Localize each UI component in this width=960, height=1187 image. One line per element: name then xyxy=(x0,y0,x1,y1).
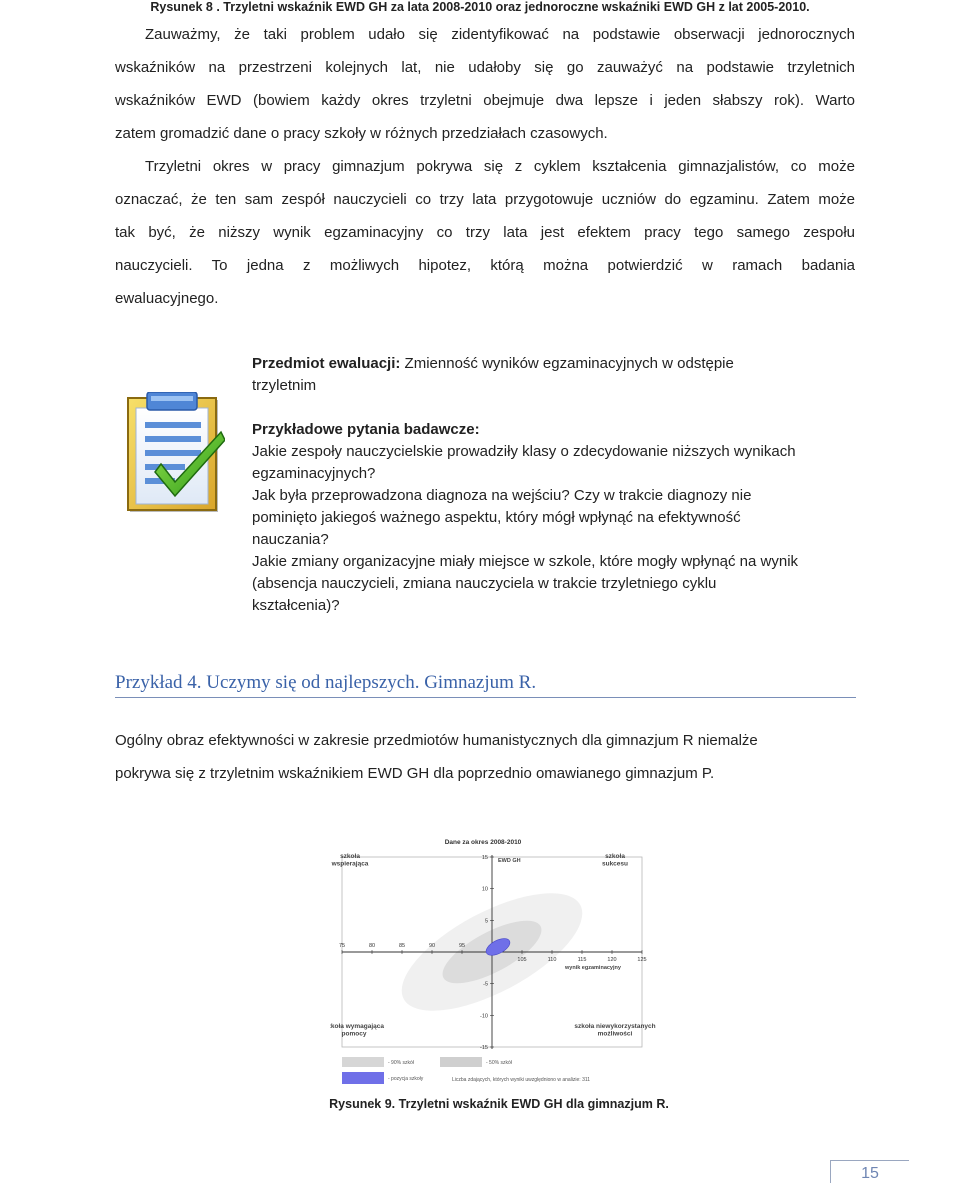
quadrant-label-top-right: szkoła sukcesu xyxy=(601,853,629,868)
legend-swatch-school xyxy=(342,1072,384,1084)
legend-label-90: - 90% szkół xyxy=(388,1060,414,1066)
evaluation-subject-text: trzyletnim xyxy=(252,377,317,394)
ewd-chart-svg xyxy=(330,835,662,1087)
paragraph-2 xyxy=(115,150,855,315)
evaluation-subject-label: Przedmiot ewaluacji: xyxy=(252,355,401,372)
paragraph-1-line: wskaźników na przestrzeni kolejnych lat, nie udałoby się go zauważyć na podstawie trzyletnich xyxy=(115,59,855,76)
x-tick-label: 80 xyxy=(368,943,376,949)
checklist-clipboard-icon xyxy=(125,392,225,516)
quadrant-label-bottom-right: szkoła niewykorzystanych możliwości xyxy=(574,1023,656,1038)
x-tick-label: 120 xyxy=(607,957,617,963)
y-tick-label: 15 xyxy=(481,855,488,861)
y-tick-label: 5 xyxy=(484,918,488,925)
quadrant-label-top-left: szkoła wspierająca xyxy=(331,853,369,868)
legend-swatch-90 xyxy=(342,1057,384,1067)
chart-title: Dane za okres 2008-2010 xyxy=(444,839,522,846)
research-question-line: (absencja nauczycieli, zmiana nauczyciela w trakcie trzyletniego cyklu xyxy=(252,575,717,592)
x-tick-label: 85 xyxy=(398,943,406,949)
y-tick-label: -15 xyxy=(480,1045,488,1051)
research-questions-label: Przykładowe pytania badawcze: xyxy=(252,421,480,438)
research-question-line: Jak była przeprowadzona diagnoza na wejściu? Czy w trakcie diagnozy nie xyxy=(252,487,752,504)
section-title: Przykład 4. Uczymy się od najlepszych. Gimnazjum R. xyxy=(115,672,856,698)
legend-students-count: Liczba zdających, których wyniki uwzględniono w analizie: 311 xyxy=(452,1077,591,1083)
paragraph-3-line: Ogólny obraz efektywności w zakresie przedmiotów humanistycznych dla gimnazjum R niemalże xyxy=(115,732,758,749)
paragraph-1-line: wskaźników EWD (bowiem każdy okres trzyletni obejmuje dwa lepsze i jeden słabszy rok). Warto xyxy=(115,92,855,109)
x-tick-label: 110 xyxy=(547,957,557,963)
paragraph-2-line: Trzyletni okres w pracy gimnazjum pokrywa się z cyklem kształcenia gimnazjalistów, co może xyxy=(145,158,855,175)
y-tick-label: -5 xyxy=(483,981,488,988)
research-question-line: egzaminacyjnych? xyxy=(252,465,376,482)
x-tick-label: 105 xyxy=(517,957,527,963)
paragraph-3-line: pokrywa się z trzyletnim wskaźnikiem EWD GH dla poprzednio omawianego gimnazjum P. xyxy=(115,765,715,782)
paragraph-1 xyxy=(115,18,855,150)
paragraph-1-line: zatem gromadzić dane o pracy szkoły w różnych przedziałach czasowych. xyxy=(115,125,608,142)
figure-caption-top: Rysunek 8 . Trzyletni wskaźnik EWD GH za lata 2008-2010 oraz jednoroczne wskaźniki EWD GH z lat 2005-2010. xyxy=(150,0,810,14)
x-tick-label: 115 xyxy=(577,957,587,963)
ewd-chart xyxy=(330,835,662,1087)
quadrant-label-bottom-left: szkoła wymagająca pomocy xyxy=(330,1023,384,1038)
x-tick-label: 125 xyxy=(637,957,647,963)
x-tick-label: 95 xyxy=(458,943,466,949)
paragraph-2-line: tak być, że niższy wynik egzaminacyjny co trzy lata jest efektem pracy tego samego zespołu xyxy=(115,224,855,241)
paragraph-1-line: Zauważmy, że taki problem udało się zidentyfikować na podstawie obserwacji jednorocznych xyxy=(145,26,855,43)
chart-x-label: wynik egzaminacyjny xyxy=(565,965,621,971)
research-question-line: Jakie zmiany organizacyjne miały miejsce w szkole, które mogły wpłynąć na wynik xyxy=(252,553,799,570)
page-number: 15 xyxy=(830,1160,909,1183)
research-question-line: kształcenia)? xyxy=(252,597,340,614)
research-question-line: nauczania? xyxy=(252,531,329,548)
legend-label-school: - pozycja szkoły xyxy=(388,1076,424,1082)
research-question-line: pominięto jakiegoś ważnego aspektu, który mógł wpłynąć na efektywność xyxy=(252,509,741,526)
x-tick-label: 75 xyxy=(338,943,346,949)
paragraph-2-line: nauczycieli. To jedna z możliwych hipotez, którą można potwierdzić w ramach badania xyxy=(115,257,855,274)
x-tick-label: 90 xyxy=(428,943,436,949)
legend-swatch-50 xyxy=(440,1057,482,1067)
legend-label-50: - 50% szkół xyxy=(486,1060,512,1066)
figure-caption-bottom: Rysunek 9. Trzyletni wskaźnik EWD GH dla gimnazjum R. xyxy=(329,1097,669,1111)
y-tick-label: -10 xyxy=(480,1013,488,1020)
y-tick-label: 10 xyxy=(481,886,488,893)
chart-y-label: EWD GH xyxy=(498,858,521,864)
paragraph-3 xyxy=(115,724,855,790)
evaluation-subject-text: Zmienność wyników egzaminacyjnych w odstępie xyxy=(404,355,734,372)
evaluation-box xyxy=(252,353,852,617)
research-question-line: Jakie zespoły nauczycielskie prowadziły klasy o zdecydowanie niższych wynikach xyxy=(252,443,796,460)
paragraph-2-line: oznaczać, że ten sam zespół nauczycieli co trzy lata przygotowuje uczniów do egzaminu. Zatem może xyxy=(115,191,855,208)
paragraph-2-line: ewaluacyjnego. xyxy=(115,290,219,307)
